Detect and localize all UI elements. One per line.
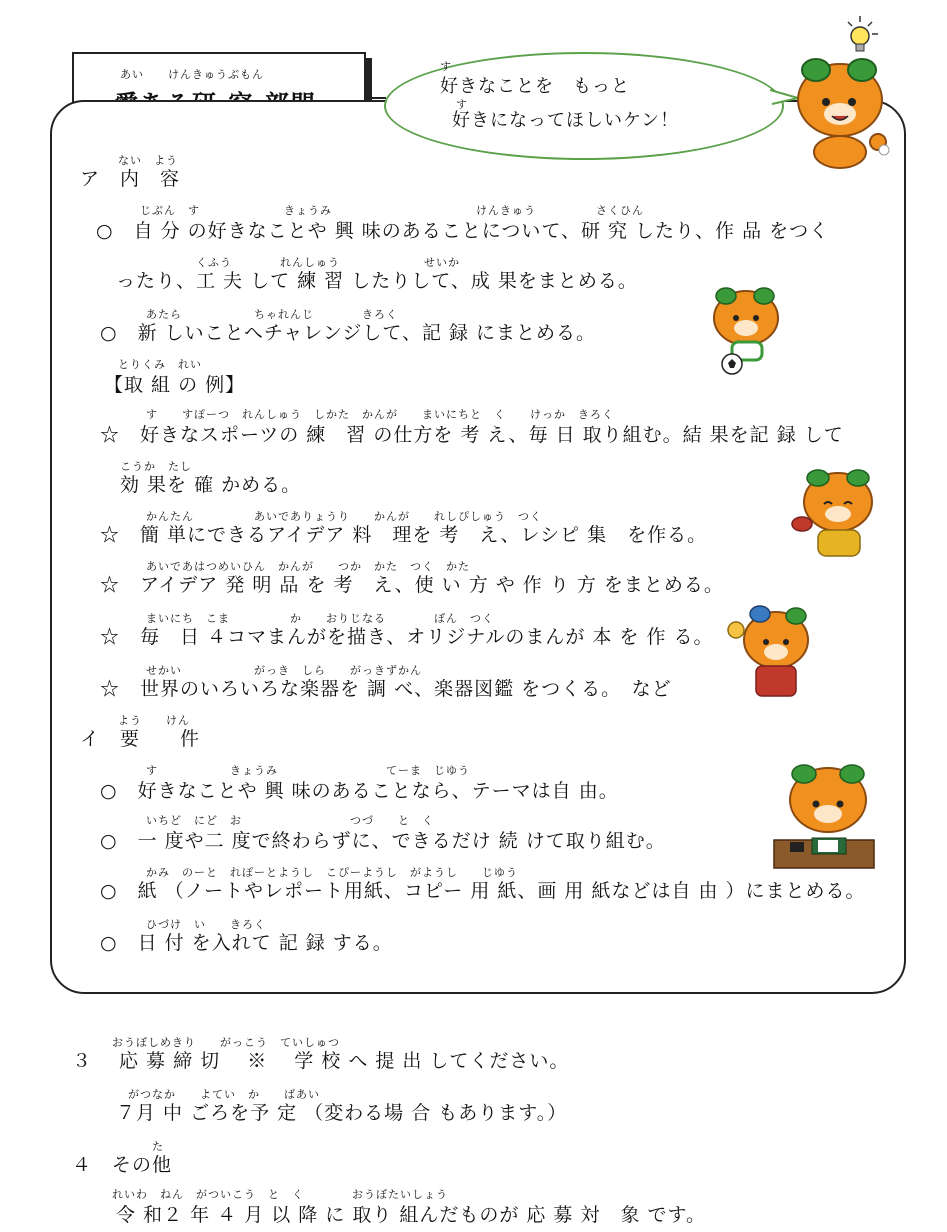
item3-text: ３ 応 募 締 切 ※ 学 校 へ 提 出 してください。 — [72, 1050, 570, 1072]
ex6-ruby: せかい がっき しら がっきずかん — [146, 664, 422, 677]
mascot-mikyan-waving — [790, 50, 896, 170]
bubble-ruby-1: す — [440, 60, 452, 73]
item-a3-text: ○ 新 しいことへチャレンジして、記 録 にまとめる。 — [100, 322, 597, 344]
item-a1-ruby: じぶん す きょうみ けんきゅう さくひん — [140, 204, 644, 217]
req3-ruby: かみ のーと れぽーとようし こぴーようし がようし じゆう — [146, 866, 518, 879]
ex5-ruby: まいにち こま か おりじなる ぼん つく — [146, 612, 494, 625]
mascot-mikyan-cooking — [788, 466, 878, 566]
ex4-text: ☆ アイデア 発 明 品 を 考 え、使 い 方 や 作 り 方 をまとめる。 — [100, 574, 724, 596]
item4-ruby: た — [152, 1140, 164, 1153]
section-i-ruby: よう けん — [118, 714, 190, 727]
req2-ruby: いちど にど お つづ と く — [146, 814, 434, 827]
req4-ruby: ひづけ い きろく — [146, 918, 266, 931]
item-a3-ruby: あたら ちゃれんじ きろく — [146, 308, 398, 321]
mascot-mikyan-soccer — [708, 284, 784, 376]
req2-text: ○ 一 度や二 度で終わらずに、できるだけ 続 けて取り組む。 — [100, 830, 666, 852]
section-a-heading: ア 内 容 — [80, 168, 181, 190]
item4-sub-text: 令 和２ 年 ４ 月 以 降 に 取り 組んだものが 応 募 対 象 です。 — [116, 1204, 706, 1226]
req1-ruby: す きょうみ てーま じゆう — [146, 764, 470, 777]
ex5-text: ☆ 毎 日 ４コマまんがを描き、オリジナルのまんが 本 を 作 る。 — [100, 626, 714, 648]
ex6-text: ☆ 世界のいろいろな楽器を 調 べ、楽器図鑑 をつくる。 など — [100, 678, 672, 700]
ex1-text: ☆ 好きなスポーツの 練 習 の仕方を 考 え、毎 日 取り組む。結 果を記 録 して — [100, 424, 844, 446]
item3-sub-text: ７月 中 ごろを予 定 （変わる場 合 もあります。） — [116, 1102, 568, 1124]
bubble-text-2: 好きになってほしいケン！ — [452, 110, 680, 131]
bubble-text-1: 好きなことを もっと — [440, 76, 630, 97]
item3-sub-ruby: がつなか よてい か ばあい — [128, 1088, 320, 1101]
item-a1-text: ○ 自 分 の好きなことや 興 味のあることについて、研 究 したり、作 品 をつく — [96, 220, 830, 242]
title-ruby: あい けんきゅうぶもん — [120, 68, 264, 81]
section-i-heading: イ 要 件 — [80, 728, 201, 750]
ex2-text: 効 果を 確 かめる。 — [120, 474, 302, 496]
section-a-ruby: ない よう — [118, 154, 178, 167]
item3-ruby: おうぼしめきり がっこう ていしゅつ — [112, 1036, 340, 1049]
examples-heading: 【取 組 の 例】 — [104, 374, 246, 396]
item-a2-text: ったり、工 夫 して 練 習 したりして、成 果をまとめる。 — [116, 270, 638, 292]
ex3-ruby: かんたん あいでありょうり かんが れしぴしゅう つく — [146, 510, 542, 523]
ex3-text: ☆ 簡 単にできるアイデア 料 理を 考 え、レシピ 集 を作る。 — [100, 524, 708, 546]
connector-line — [368, 97, 386, 99]
item4-sub-ruby: れいわ ねん がついこう と く おうぼたいしょう — [112, 1188, 448, 1201]
req1-text: ○ 好きなことや 興 味のあることなら、テーマは自 由。 — [100, 780, 619, 802]
mascot-mikyan-calligraphy — [772, 760, 878, 872]
ex4-ruby: あいであはつめいひん かんが つか かた つく かた — [146, 560, 470, 573]
item-a2-ruby: くふう れんしゅう せいか — [196, 256, 460, 269]
examples-ruby: とりくみ れい — [118, 358, 202, 371]
mascot-mikyan-drawing — [724, 600, 814, 710]
bubble-ruby-2: す — [456, 98, 468, 111]
req4-text: ○ 日 付 を入れて 記 録 する。 — [100, 932, 393, 954]
ex1-ruby: す すぽーつ れんしゅう しかた かんが まいにちと く けっか きろく — [146, 408, 614, 421]
req3-text: ○ 紙 （ノートやレポート用紙、コピー 用 紙、画 用 紙などは自 由 ）にまとめる。 — [100, 880, 866, 902]
ex2-ruby: こうか たし — [120, 460, 192, 473]
item4-text: ４ その他 — [72, 1154, 173, 1176]
